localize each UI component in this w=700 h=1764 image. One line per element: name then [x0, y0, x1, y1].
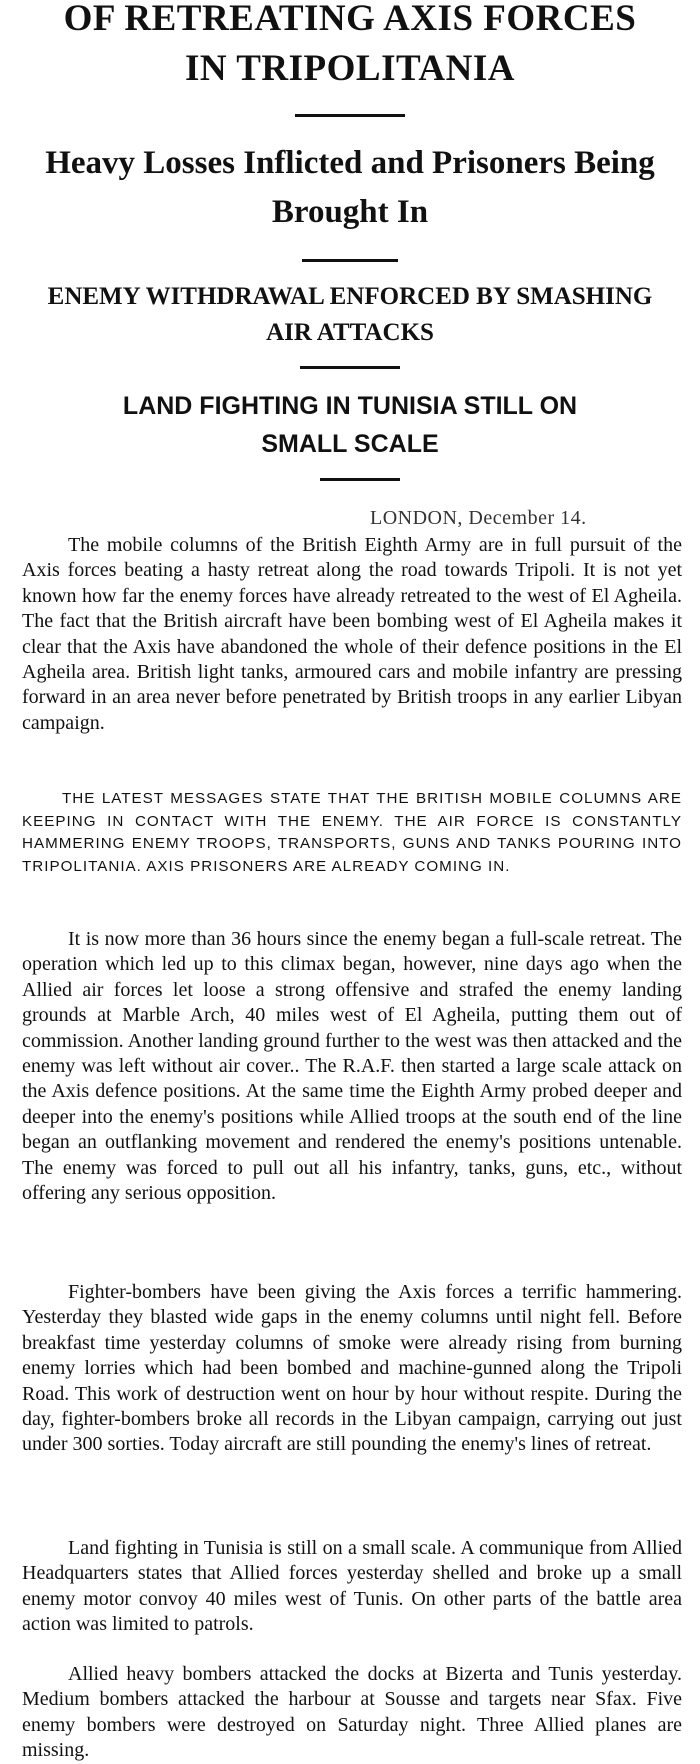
article-paragraph-4: Fighter-bombers have been giving the Axis forces a terrific hammering. Yesterday they blasted wide gaps in the enemy columns until night fell. Before breakfast time yesterday columns of smoke were already rising from burning enemy lorries which had been bombed and machine-gunned along the Tripoli Road. This work of destruction went on hour by hour without respite. During the day, fighter-bombers broke all records in the Libyan campaign, carrying out just under 300 sorties. Today aircraft are still pounding the enemy's lines of retreat.: [22, 1281, 682, 1456]
article-paragraph-2-caps: THE LATEST MESSAGES STATE THAT THE BRITISH MOBILE COLUMNS ARE KEEPING IN CONTACT WITH THE ENEMY. THE AIR FORCE IS CONSTANTLY HAMMERING ENEMY TROOPS, TRANSPORTS, GUNS AND TANKS POURING INTO TRIPOLITANIA. AXIS PRISONERS ARE ALREADY COMING IN.: [22, 790, 682, 875]
divider-rule: [300, 366, 400, 369]
divider-rule: [302, 259, 398, 262]
subhead-1-line-1: Heavy Losses Inflicted and Prisoners Being: [45, 145, 655, 181]
article-paragraph-1: The mobile columns of the British Eighth Army are in full pursuit of the Axis forces beating a hasty retreat along the road towards Tripoli. It is not yet known how far the enemy forces have already retreated to the west of El Agheila. The fact that the British aircraft have been bombing west of El Agheila makes it clear that the Axis have abandoned the whole of their defence positions in the El Agheila area. British light tanks, armoured cars and mobile infantry are pressing forward in an area never before penetrated by British troops in any earlier Libyan campaign.: [22, 534, 682, 734]
dateline: LONDON, December 14.: [370, 507, 587, 529]
subhead-1-line-2: Brought In: [271, 194, 429, 230]
headline-line-1: OF RETREATING AXIS FORCES: [63, 0, 637, 39]
subhead-2-line-2: AIR ATTACKS: [266, 319, 434, 346]
subhead-3-line-1: LAND FIGHTING IN TUNISIA STILL ON: [122, 392, 578, 420]
article-paragraph-6: Allied heavy bombers attacked the docks at Bizerta and Tunis yesterday. Medium bombers attacked the harbour at Sousse and targets near Sfax. Five enemy bombers were destroyed on Saturday night. Three Allied planes are missing.: [22, 1663, 682, 1762]
article-paragraph-3: It is now more than 36 hours since the enemy began a full-scale retreat. The operation which led up to this climax began, however, nine days ago when the Allied air forces let loose a strong offensive and strafed the enemy landing grounds at Marble Arch, 40 miles west of El Agheila, putting them out of commission. Another landing ground further to the west was then attacked and the enemy was left without air cover.. The R.A.F. then started a large scale attack on the Axis defence positions. At the same time the Eighth Army probed deeper and deeper into the enemy's positions while Allied troops at the south end of the line began an outflanking movement and rendered the enemy's positions untenable. The enemy was forced to pull out all his infantry, tanks, guns, etc., without offering any serious opposition.: [22, 928, 682, 1205]
subhead-3-line-2: SMALL SCALE: [261, 430, 439, 458]
subhead-2-line-1: ENEMY WITHDRAWAL ENFORCED BY SMASHING: [47, 283, 653, 310]
article-paragraph-5: Land fighting in Tunisia is still on a small scale. A communique from Allied Headquarters states that Allied forces yesterday shelled and broke up a small enemy motor convoy 40 miles west of Tunis. On other parts of the battle area action was limited to patrols.: [22, 1537, 682, 1636]
divider-rule: [295, 114, 405, 117]
headline-line-2: IN TRIPOLITANIA: [185, 48, 515, 89]
divider-rule: [320, 478, 400, 481]
